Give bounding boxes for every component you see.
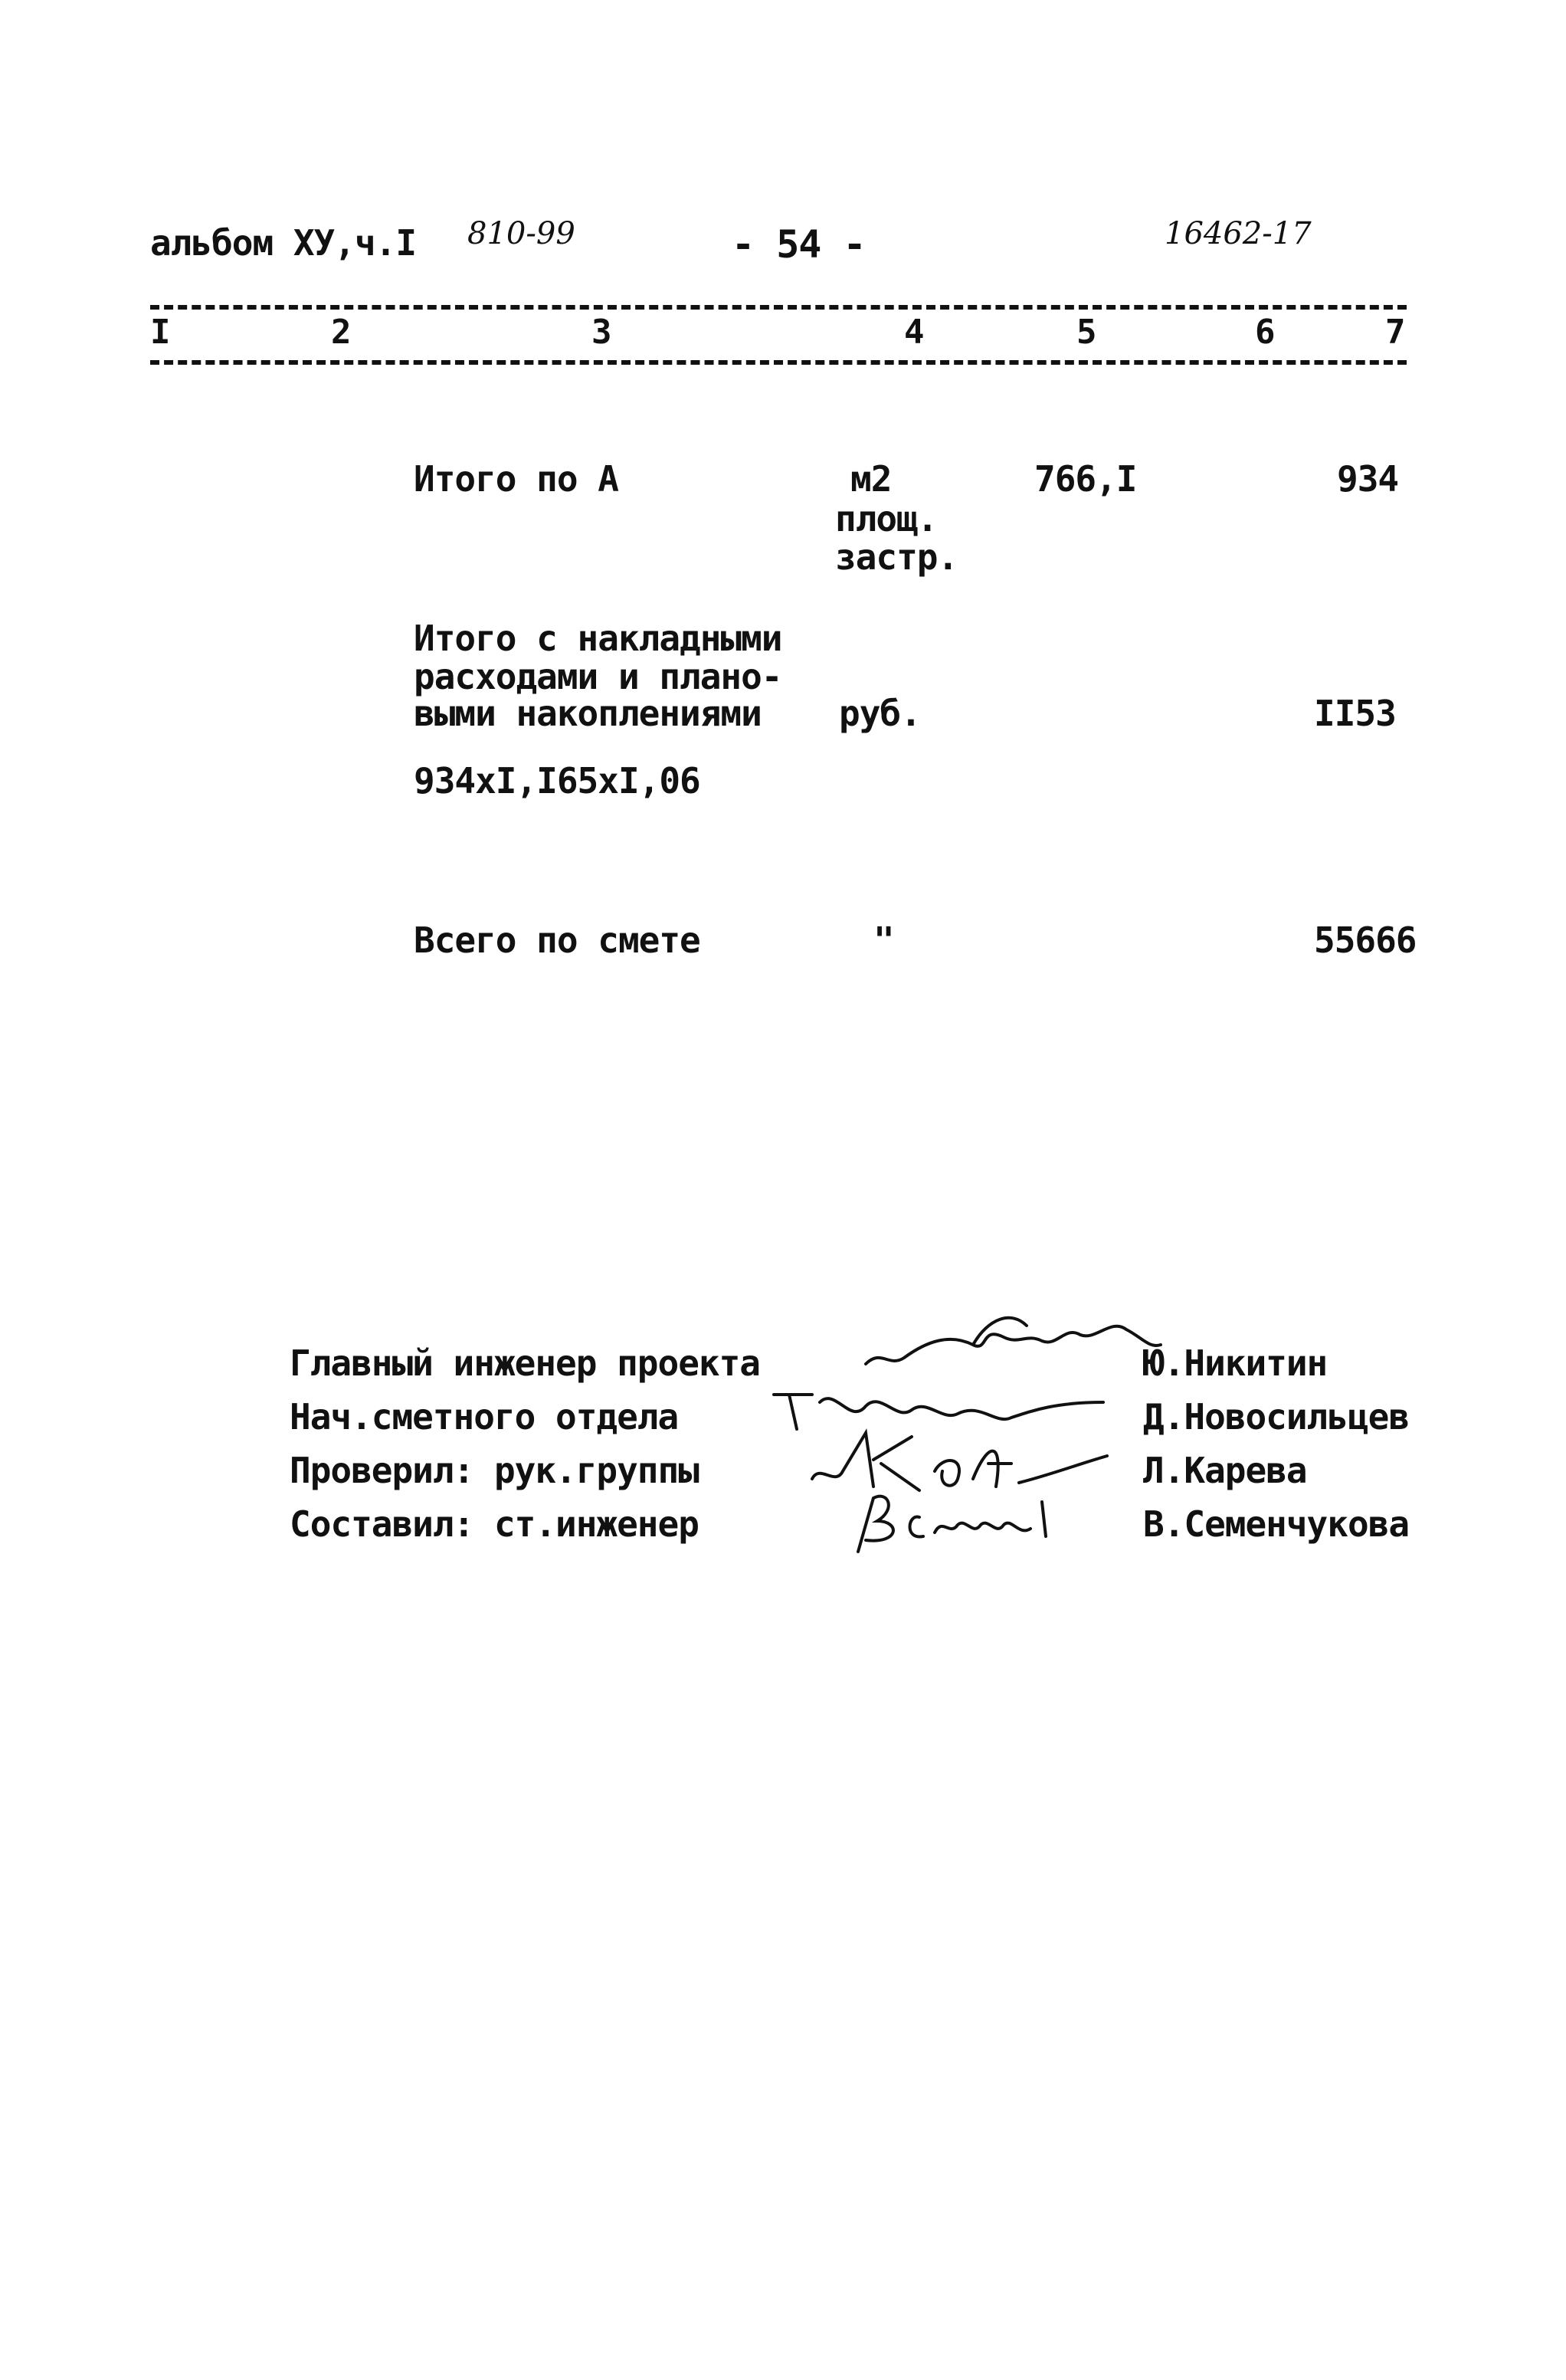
total-a-unit-line1: м2 <box>850 458 892 500</box>
overhead-label-line3: выми накоплениями <box>414 693 762 734</box>
column-number-2: 2 <box>331 313 352 352</box>
signature-name-nikitin: Ю.Никитин <box>1143 1342 1328 1384</box>
column-number-6: 6 <box>1255 313 1276 352</box>
column-number-5: 5 <box>1076 313 1097 352</box>
total-a-quantity: 766,I <box>1034 458 1137 500</box>
album-label: альбом ХУ,ч.I <box>150 222 417 264</box>
column-number-3: 3 <box>591 313 612 352</box>
handwritten-signature-4 <box>843 1487 1088 1556</box>
signature-role-chief-engineer: Главный инженер проекта <box>290 1342 760 1384</box>
page-number: - 54 - <box>732 222 866 267</box>
handwritten-code: 810-99 <box>467 216 575 251</box>
signature-name-kareva: Л.Карева <box>1143 1450 1307 1491</box>
total-a-amount: 934 <box>1337 458 1399 500</box>
signature-name-semenchukova: В.Семенчукова <box>1143 1503 1410 1545</box>
signature-name-novosiltsev: Д.Новосильцев <box>1143 1396 1410 1438</box>
grand-total-label: Всего по смете <box>414 920 700 961</box>
overhead-label-line1: Итого с накладными <box>414 618 782 659</box>
column-number-7: 7 <box>1385 313 1406 352</box>
signature-role-estimate-head: Нач.сметного отдела <box>290 1396 679 1438</box>
column-number-1: I <box>150 313 171 352</box>
overhead-amount: II53 <box>1314 693 1396 734</box>
total-a-unit-line3: застр. <box>835 536 958 578</box>
handwritten-signature-1 <box>858 1303 1165 1379</box>
signature-role-checked-by: Проверил: рук.группы <box>290 1450 699 1491</box>
top-dashed-rule <box>150 305 1407 310</box>
total-a-unit-line2: площ. <box>835 498 938 539</box>
grand-total-amount: 55666 <box>1314 920 1417 961</box>
total-a-label: Итого по А <box>414 458 618 500</box>
column-number-4: 4 <box>904 313 925 352</box>
overhead-formula: 934хI,I65хI,06 <box>414 760 700 802</box>
overhead-unit: руб. <box>839 693 921 734</box>
grand-total-unit-ditto: " <box>873 920 894 961</box>
handwritten-reference: 16462-17 <box>1165 216 1312 251</box>
overhead-label-line2: расходами и плано- <box>414 656 782 697</box>
signature-role-compiled-by: Составил: ст.инженер <box>290 1503 699 1545</box>
bottom-dashed-rule <box>150 360 1407 365</box>
